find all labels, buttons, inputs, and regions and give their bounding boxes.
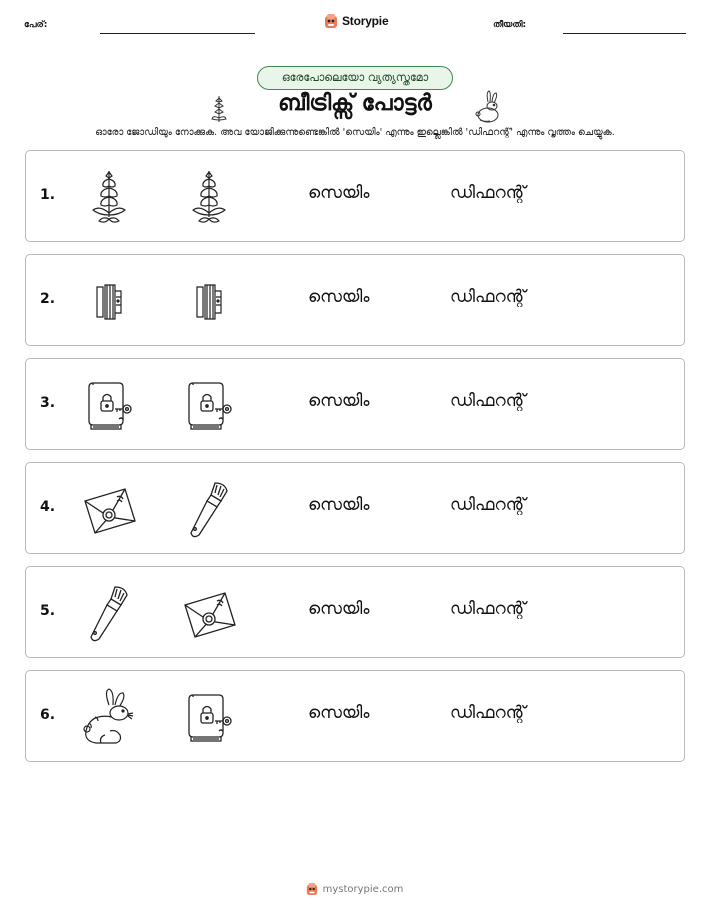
exercise-row-5	[25, 566, 685, 658]
worksheet-header	[0, 0, 709, 44]
garden-gate-icon	[179, 271, 239, 331]
sealed-envelope-icon	[179, 583, 239, 643]
locked-diary-icon	[179, 687, 239, 747]
date-label: തീയതി:	[493, 20, 527, 30]
different-option[interactable]: ഡിഫറന്റ്	[450, 287, 526, 307]
foxglove-flower-icon	[179, 167, 239, 227]
exercise-row-3	[25, 358, 685, 450]
paintbrush-icon	[179, 479, 239, 539]
foxglove-flower-icon	[79, 167, 139, 227]
paintbrush-icon	[79, 583, 139, 643]
footer-url[interactable]: mystorypie.com	[322, 883, 404, 895]
different-option[interactable]: ഡിഫറന്റ്	[450, 391, 526, 411]
same-option[interactable]: സെയിം	[308, 391, 370, 411]
name-label: പേര്:	[24, 20, 48, 30]
storypie-logo	[324, 13, 388, 29]
instructions: ഓരോ ജോഡിയും നോക്കുക. അവ യോജിക്കുന്നുണ്ടെങ്കിൽ 'സെയിം' എന്നും ഇല്ലെങ്കിൽ 'ഡിഫറന്റ്' എന്നും വൃത്തം ചെയ്യുക.	[95, 127, 615, 138]
different-option[interactable]: ഡിഫറന്റ്	[450, 183, 526, 203]
locked-diary-icon	[179, 375, 239, 435]
brand-name: Storypie	[342, 14, 389, 28]
exercise-list	[25, 150, 685, 774]
exercise-row-2	[25, 254, 685, 346]
flower-icon	[209, 92, 229, 124]
row-number: 4.	[40, 499, 56, 515]
different-option[interactable]: ഡിഫറന്റ്	[450, 495, 526, 515]
different-option[interactable]: ഡിഫറന്റ്	[450, 703, 526, 723]
row-number: 2.	[40, 291, 56, 307]
same-option[interactable]: സെയിം	[308, 703, 370, 723]
row-number: 3.	[40, 395, 56, 411]
same-option[interactable]: സെയിം	[308, 495, 370, 515]
storypie-mascot-icon	[306, 882, 318, 896]
same-option[interactable]: സെയിം	[308, 287, 370, 307]
row-number: 1.	[40, 187, 56, 203]
exercise-row-1	[25, 150, 685, 242]
rabbit-icon	[474, 90, 506, 124]
sealed-envelope-icon	[79, 479, 139, 539]
name-field-line[interactable]	[100, 33, 255, 34]
row-number: 5.	[40, 603, 56, 619]
different-option[interactable]: ഡിഫറന്റ്	[450, 599, 526, 619]
storypie-mascot-icon	[324, 13, 338, 29]
title-row	[0, 90, 709, 124]
date-field-line[interactable]	[563, 33, 686, 34]
same-option[interactable]: സെയിം	[308, 599, 370, 619]
exercise-row-4	[25, 462, 685, 554]
footer	[0, 879, 709, 899]
topic-pill: ഒരേപോലെയോ വ്യത്യസ്തമോ	[257, 66, 453, 90]
locked-diary-icon	[79, 375, 139, 435]
row-number: 6.	[40, 707, 56, 723]
page-title: ബീട്രിക്സ് പോട്ടർ	[278, 91, 432, 116]
rabbit-icon	[79, 687, 139, 747]
exercise-row-6	[25, 670, 685, 762]
same-option[interactable]: സെയിം	[308, 183, 370, 203]
garden-gate-icon	[79, 271, 139, 331]
